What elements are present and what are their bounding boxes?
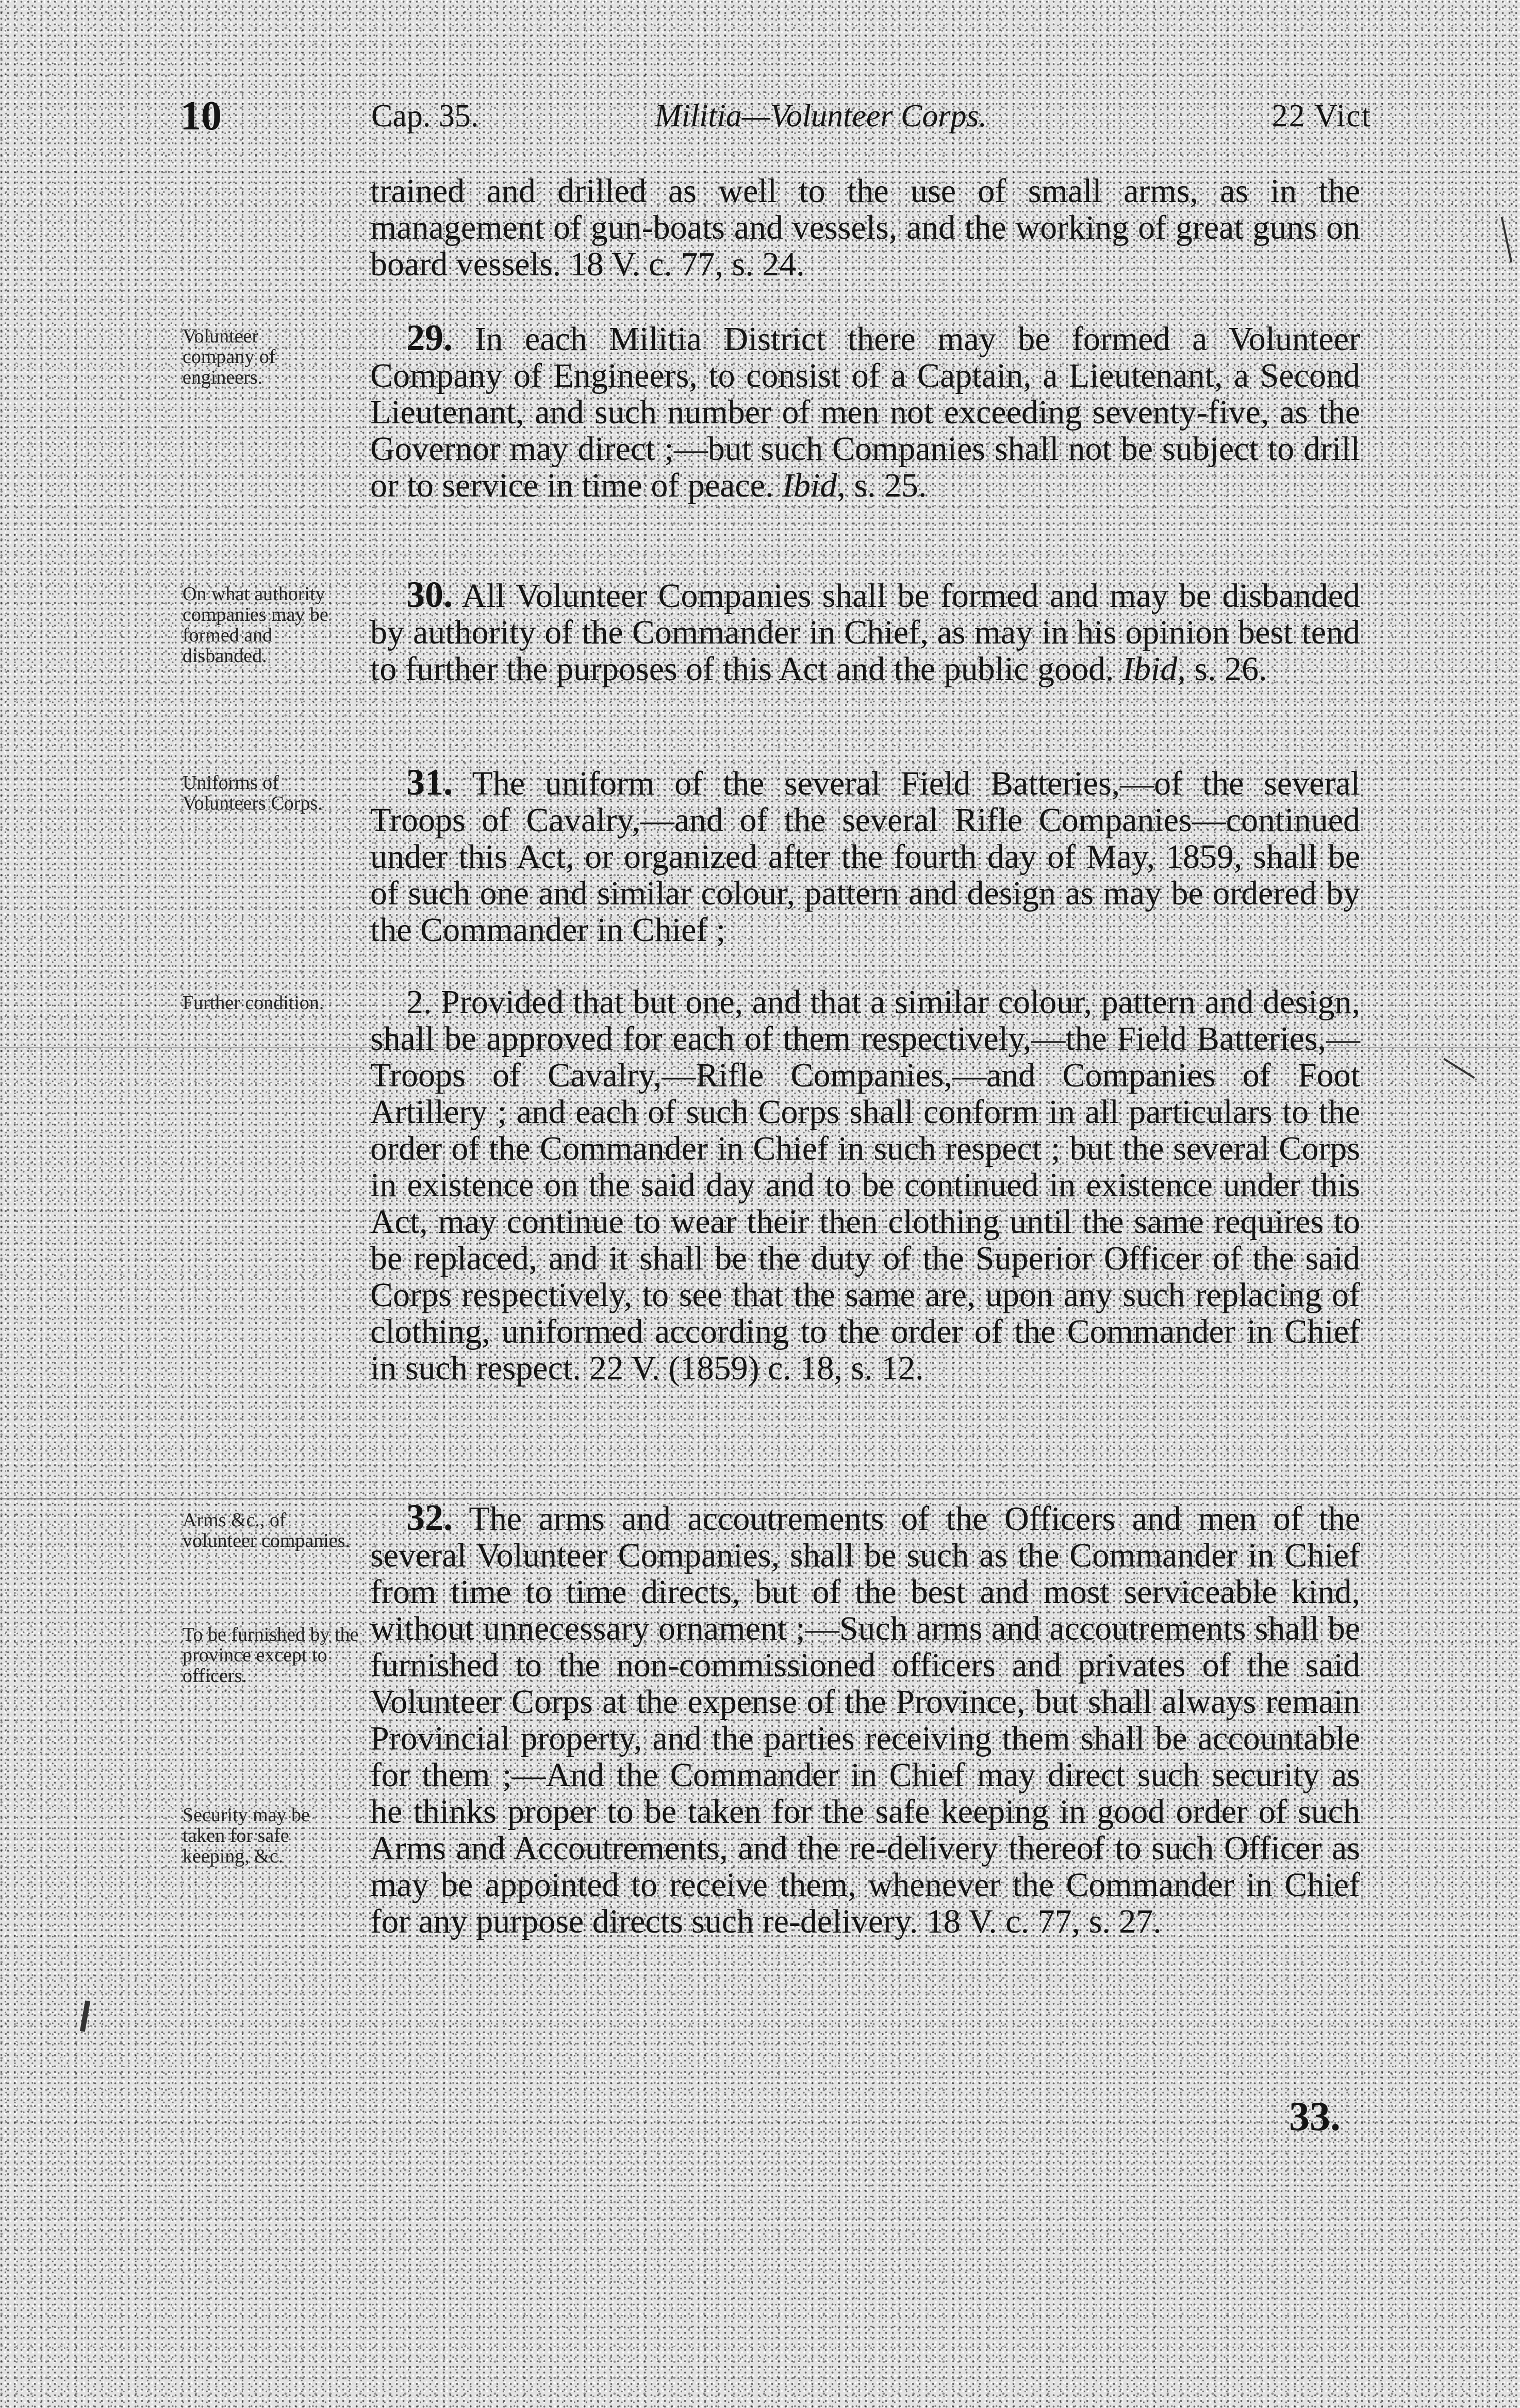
citation: s. 25. — [845, 467, 927, 504]
margin-note-31-2: Further condition. — [183, 992, 324, 1014]
paragraph-text: trained and drilled as well to the use of small arms, as in the management of gun-boats and vessels, and the working of great guns on board vessels. 18 V. c. 77, s. 24. — [370, 172, 1360, 283]
citation-ibid: Ibid, — [1122, 650, 1186, 688]
section-31-subsection-2 — [370, 984, 1360, 1387]
page-number: 10 — [180, 93, 222, 139]
margin-note-32-furnished: To be furnished by the province except to officers. — [183, 1624, 359, 1687]
section-29 — [370, 317, 1360, 504]
running-title: Militia—Volunteer Corps. — [655, 98, 987, 134]
section-31 — [370, 764, 1360, 948]
margin-note-29: Volunteer company of engineers. — [183, 325, 276, 388]
chapter-label: Cap. 35. — [371, 98, 479, 134]
section-text: The uniform of the several Field Batteries,—of the several Troops of Cavalry,—and of the several Rifle Companies—continued under this Act, or organized after the fourth day of May, 1859, shall be of such one and similar colour, pattern and design as may be ordered by the Commander in Chief ; — [370, 765, 1360, 949]
section-number: 31. — [406, 762, 453, 803]
citation-ibid: Ibid, — [782, 467, 846, 504]
margin-note-32-arms: Arms &c., of volunteer companies. — [183, 1509, 351, 1552]
section-30 — [370, 576, 1360, 687]
section-number: 30. — [406, 574, 453, 615]
running-header — [180, 93, 1372, 139]
section-text: The arms and accoutrements of the Officers and men of the several Volunteer Companies, shall be such as the Commander in Chief from time to time directs, but of the best and most serviceable kind, without unnecessary ornament ;—Such arms and accoutrements shall be furnished to the non-commissioned officers and privates of the said Volunteer Corps at the expense of the Province, but shall always remain Provincial property, and the parties receiving them shall be accountable for them ;—And the Commander in Chief may direct such security as he thinks proper to be taken for the safe keeping in good order of such Arms and Accoutrements, and the re-delivery thereof to such Officer as may be appointed to receive them, whenever the Commander in Chief for any purpose directs such re-delivery. 18 V. c. 77, s. 27. — [370, 1500, 1360, 1940]
section-number: 29. — [406, 317, 453, 358]
section-text: 2. Provided that but one, and that a similar colour, pattern and design, shall be approved for each of them respectively,—the Field Batteries,—Troops of Cavalry,—Rifle Companies,—and Companies of Foot Artillery ; and each of such Corps shall conform in all particulars to the order of the Commander in Chief in such respect ; but the several Corps in existence on the said day and to be continued in existence under this Act, may continue to wear their then clothing until the same requires to be replaced, and it shall be the duty of the Superior Officer of the said Corps respectively, to see that the same are, upon any such replacing of clothing, uniformed according to the order of the Commander in Chief in such respect. 22 V. (1859) c. 18, s. 12. — [370, 983, 1360, 1387]
section-text: All Volunteer Companies shall be formed and may be disbanded by authority of the Commander in Chief, as may in his opinion best tend to further the purposes of this Act and the public good. — [370, 577, 1360, 688]
section-32 — [370, 1499, 1360, 1940]
paragraph-continuation — [370, 173, 1360, 283]
section-text: In each Militia District there may be formed a Volunteer Company of Engineers, to consist of a Captain, a Lieutenant, a Second Lieutenant, and such number of men not exceeding seventy-five, as the Governor may direct ;—but such Companies shall not be subject to drill or to service in time of peace. — [370, 320, 1360, 504]
margin-note-30: On what authority companies may be formed and disbanded. — [183, 583, 328, 667]
citation: s. 26. — [1185, 650, 1267, 688]
section-number: 32. — [406, 1497, 453, 1538]
regnal-year: 22 Vict — [1271, 98, 1372, 134]
margin-note-31: Uniforms of Volunteers Corps. — [183, 772, 323, 814]
margin-note-32-security: Security may be taken for safe keeping, &c. — [183, 1804, 310, 1867]
catchword: 33. — [1289, 2094, 1341, 2139]
